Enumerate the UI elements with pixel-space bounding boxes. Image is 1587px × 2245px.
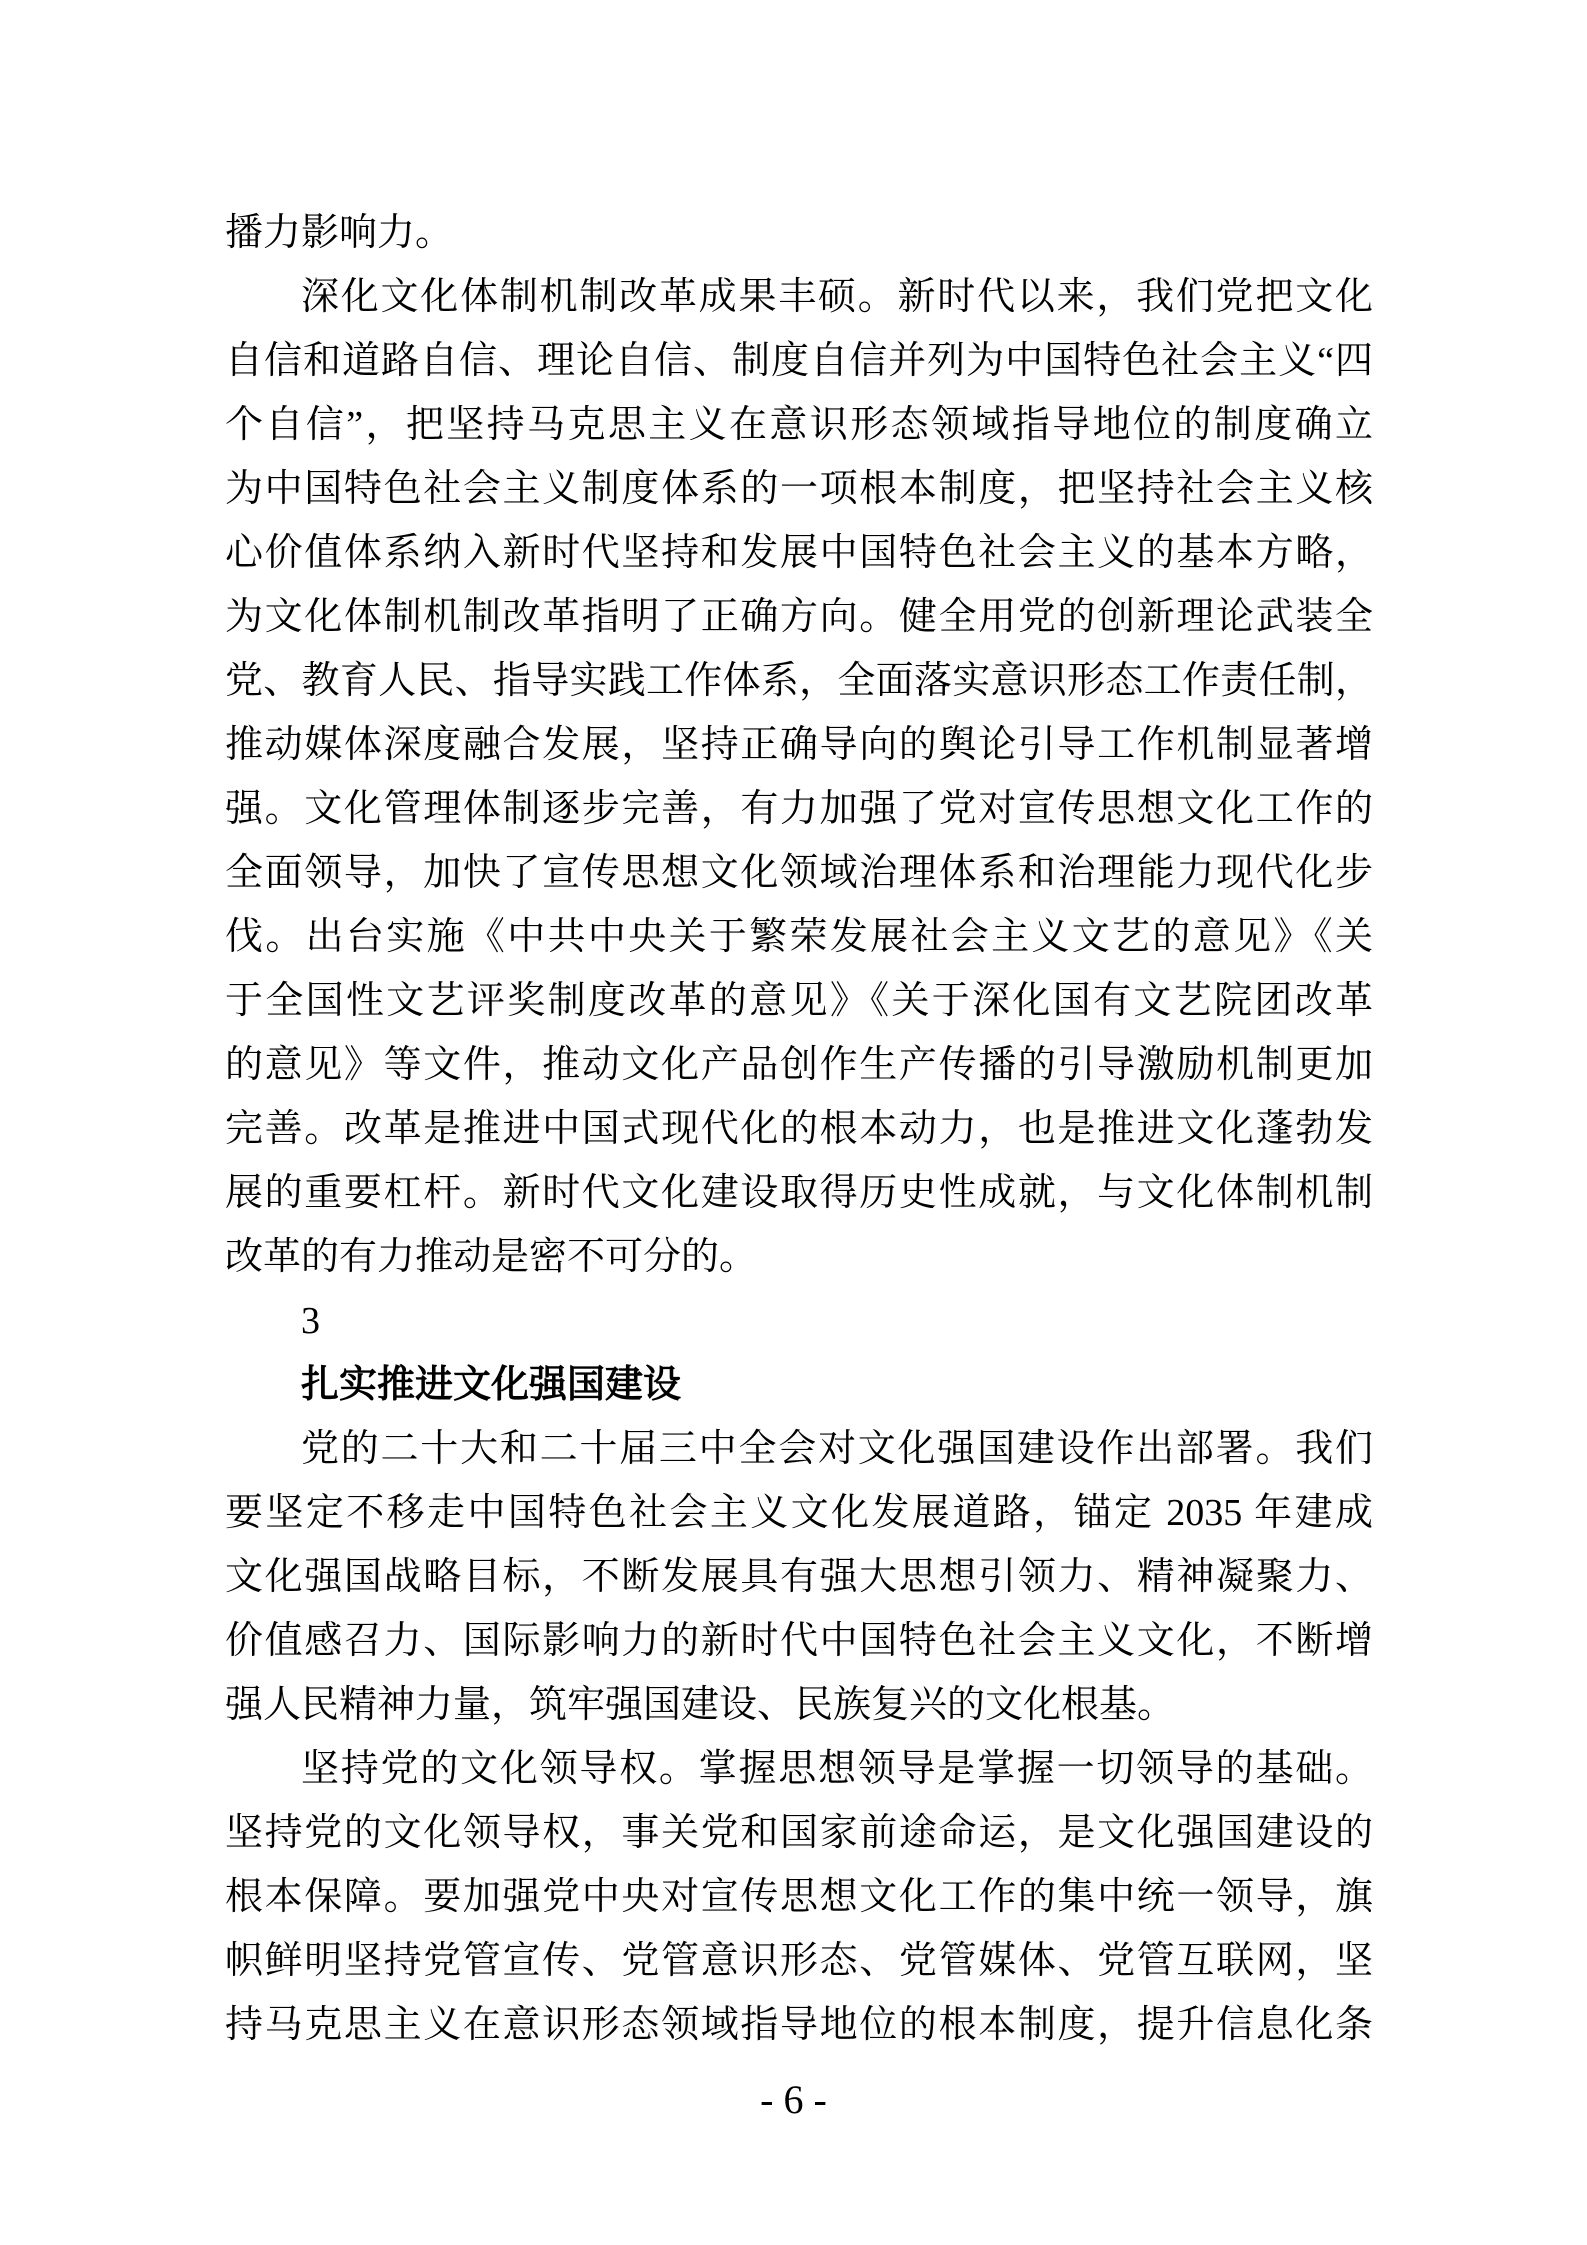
text-line: 根本保障。要加强党中央对宣传思想文化工作的集中统一领导，旗: [225, 1876, 1373, 1918]
text-line: 自信和道路自信、理论自信、制度自信并列为中国特色社会主义“四: [225, 340, 1373, 382]
text-line: 深化文化体制机制改革成果丰硕。新时代以来，我们党把文化: [301, 276, 1373, 318]
text-line: 全面领导，加快了宣传思想文化领域治理体系和治理能力现代化步: [225, 852, 1373, 894]
text-line: 于全国性文艺评奖制度改革的意见》《关于深化国有文艺院团改革: [225, 980, 1373, 1022]
text-line: 展的重要杠杆。新时代文化建设取得历史性成就，与文化体制机制: [225, 1172, 1373, 1214]
text-line: 坚持党的文化领导权。掌握思想领导是掌握一切领导的基础。: [301, 1748, 1373, 1790]
text-line: 持马克思主义在意识形态领域指导地位的根本制度，提升信息化条: [225, 2004, 1373, 2046]
section-number: 3: [301, 1300, 320, 1342]
text-line: 改革的有力推动是密不可分的。: [225, 1236, 758, 1278]
text-line: 党、教育人民、指导实践工作体系，全面落实意识形态工作责任制，: [225, 660, 1373, 702]
text-line: 个自信”，把坚持马克思主义在意识形态领域指导地位的制度确立: [225, 404, 1373, 446]
section-heading: 扎实推进文化强国建设: [301, 1364, 682, 1406]
text-line: 强。文化管理体制逐步完善，有力加强了党对宣传思想文化工作的: [225, 788, 1373, 830]
text-line: 文化强国战略目标，不断发展具有强大思想引领力、精神凝聚力、: [225, 1556, 1373, 1598]
text-line: 完善。改革是推进中国式现代化的根本动力，也是推进文化蓬勃发: [225, 1108, 1373, 1150]
document-body: [225, 201, 1373, 2057]
text-line: 党的二十大和二十届三中全会对文化强国建设作出部署。我们: [301, 1428, 1373, 1470]
text-line: 为中国特色社会主义制度体系的一项根本制度，把坚持社会主义核: [225, 468, 1373, 510]
text-line: 推动媒体深度融合发展，坚持正确导向的舆论引导工作机制显著增: [225, 724, 1373, 766]
text-line: 心价值体系纳入新时代坚持和发展中国特色社会主义的基本方略，: [225, 532, 1373, 574]
text-line: 坚持党的文化领导权，事关党和国家前途命运，是文化强国建设的: [225, 1812, 1373, 1854]
page-number: - 6 -: [760, 2077, 827, 2122]
text-line: 为文化体制机制改革指明了正确方向。健全用党的创新理论武装全: [225, 596, 1373, 638]
text-line: 的意见》等文件，推动文化产品创作生产传播的引导激励机制更加: [225, 1044, 1373, 1086]
text-line: 价值感召力、国际影响力的新时代中国特色社会主义文化，不断增: [225, 1620, 1373, 1662]
text-line: 播力影响力。: [225, 212, 454, 254]
text-line: 伐。出台实施《中共中央关于繁荣发展社会主义文艺的意见》《关: [225, 916, 1373, 958]
text-line: 强人民精神力量，筑牢强国建设、民族复兴的文化根基。: [225, 1684, 1176, 1726]
text-line: 帜鲜明坚持党管宣传、党管意识形态、党管媒体、党管互联网，坚: [225, 1940, 1373, 1982]
text-line: 要坚定不移走中国特色社会主义文化发展道路，锚定 2035 年建成: [225, 1492, 1373, 1534]
